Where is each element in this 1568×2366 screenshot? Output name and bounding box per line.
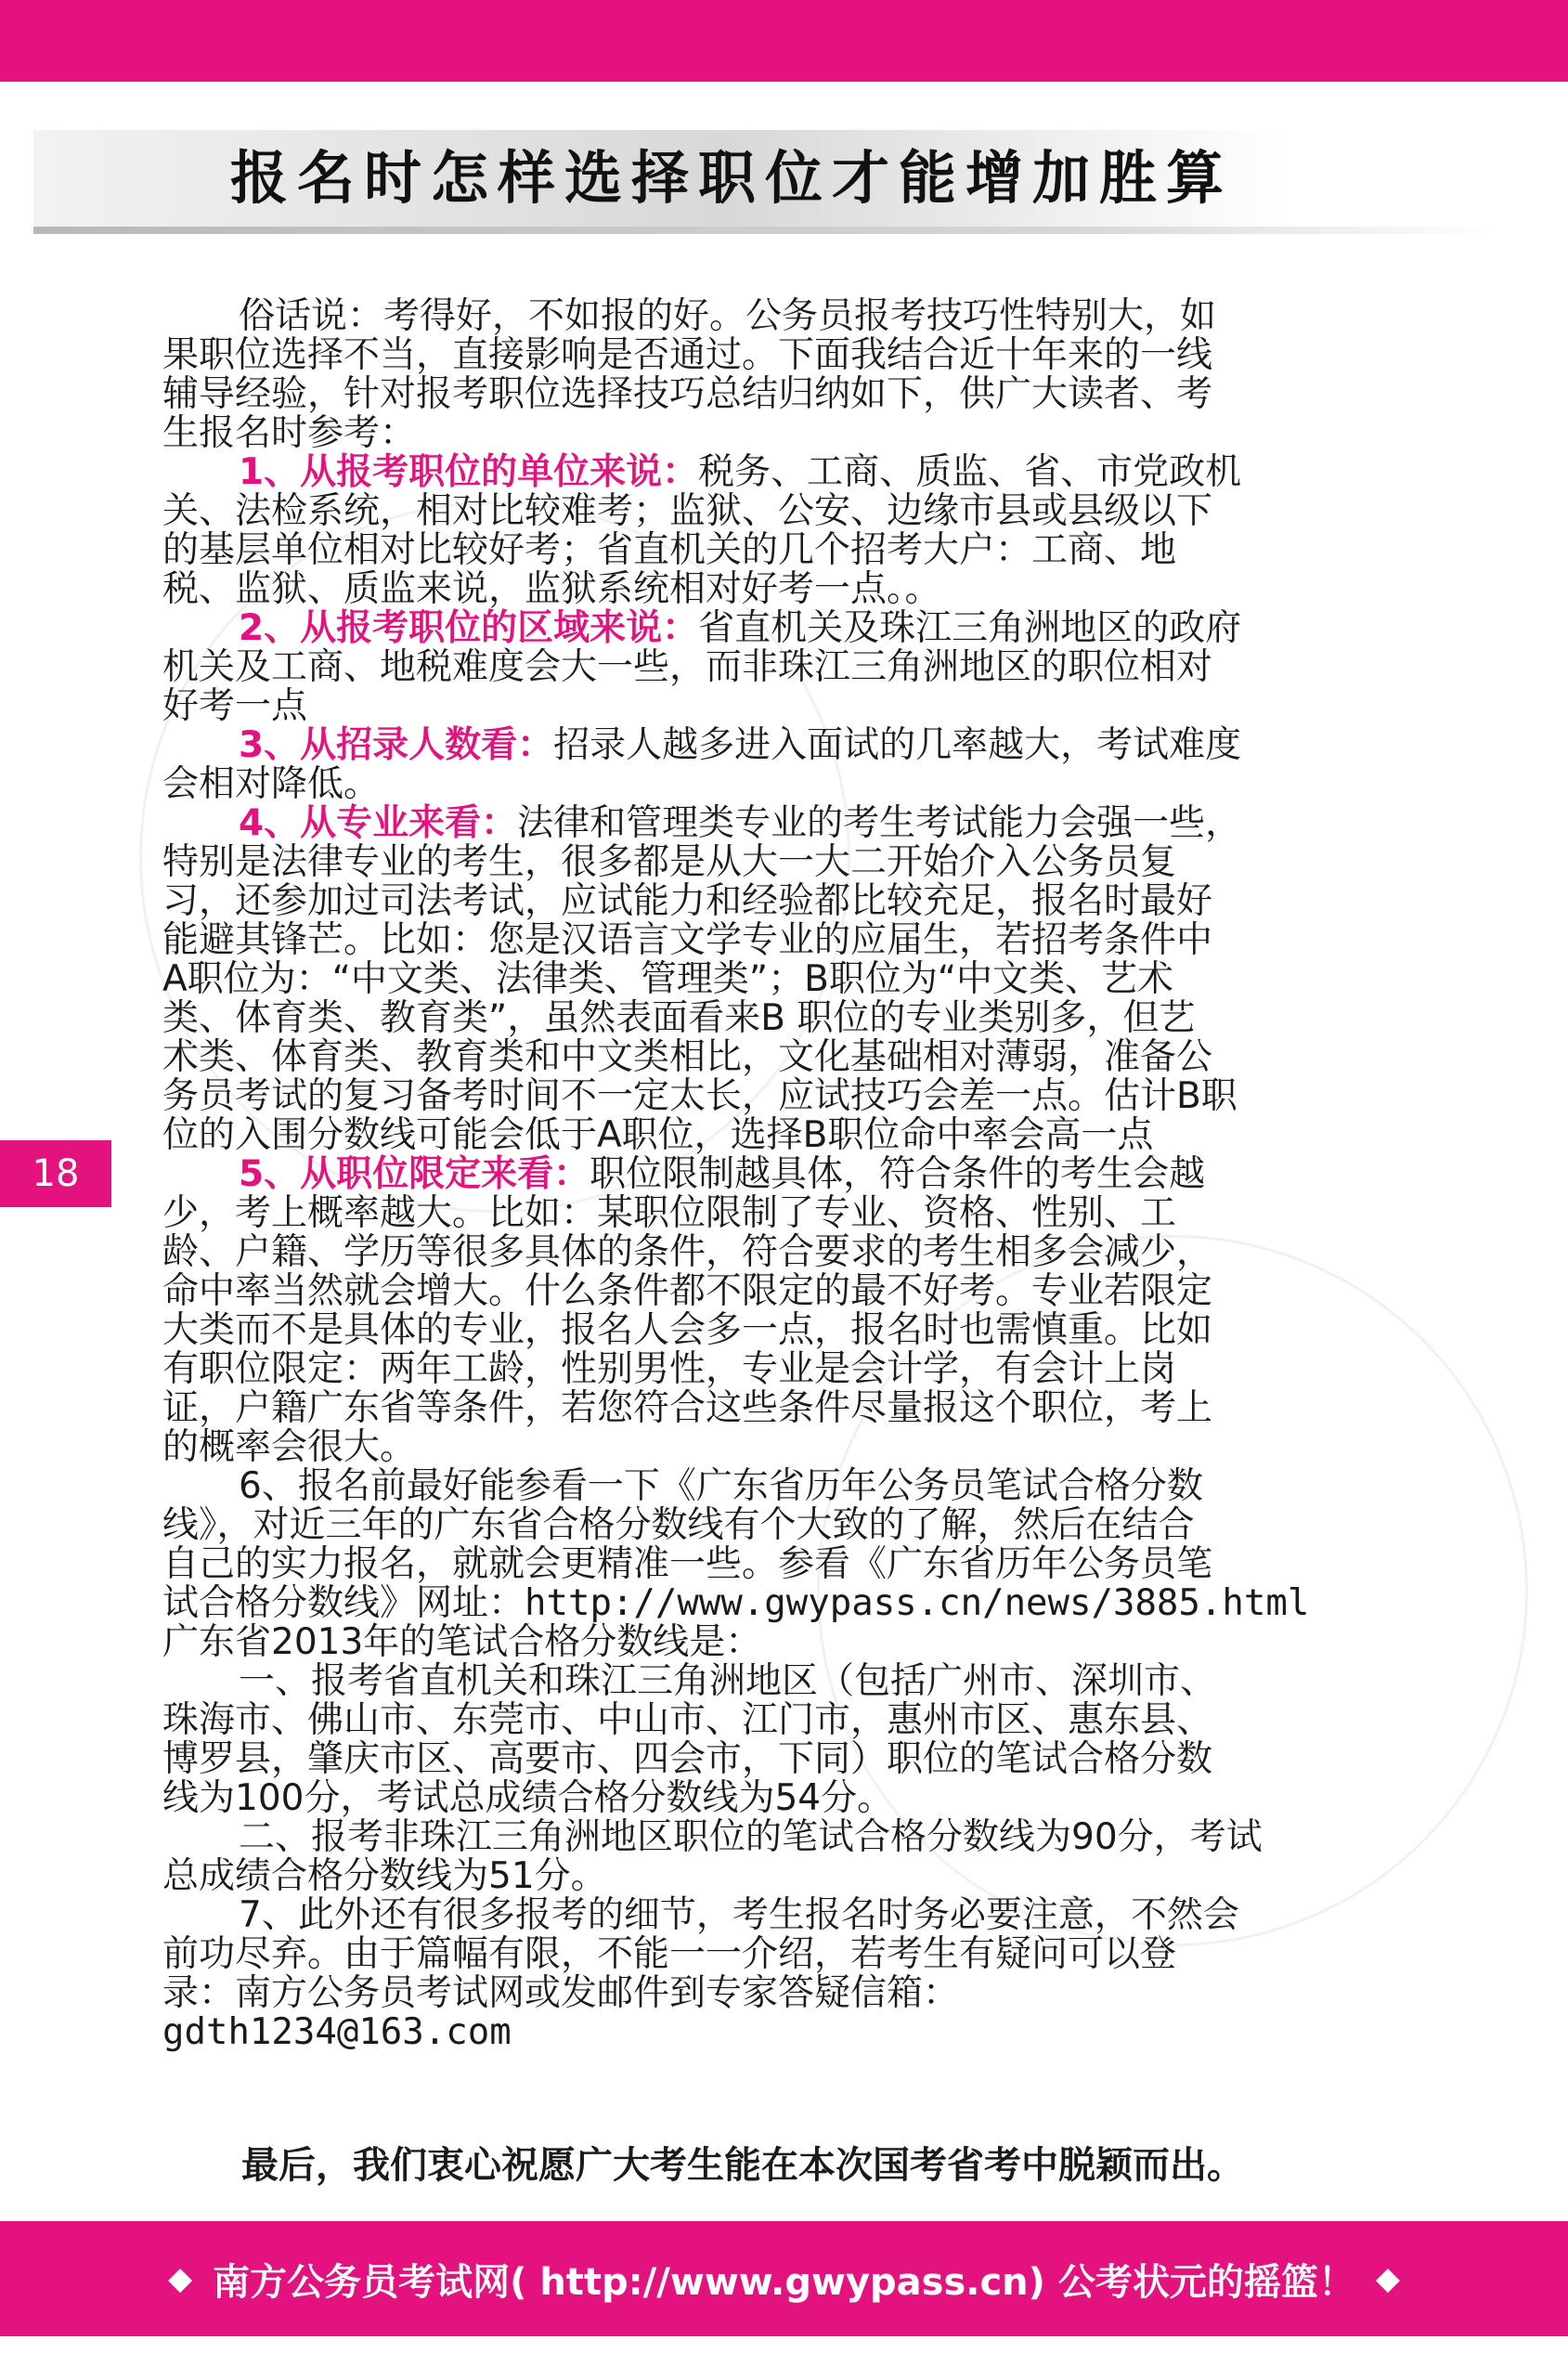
section-line: 自己的实力报名，就就会更精准一些。参看《广东省历年公务员笔 [162, 1543, 1213, 1585]
section-line: 龄、户籍、学历等很多具体的条件，符合要求的考生相多会减少， [162, 1231, 1213, 1273]
section-6-url-line [162, 1584, 1411, 1623]
section-text: 法律和管理类专业的考生考试能力会强一些， [517, 802, 1242, 844]
section-line: 命中率当然就会增大。什么条件都不限定的最不好考。专业若限定 [162, 1270, 1213, 1312]
section-7-line: 7、此外还有很多报考的细节，考生报名时务必要注意，不然会 [239, 1894, 1239, 1936]
section-text: 试合格分数线》网址： [162, 1582, 525, 1624]
closing-line: 最后，我们衷心祝愿广大考生能在本次国考省考中脱颖而出。 [241, 2144, 1244, 2187]
top-accent-bar [0, 0, 1568, 82]
section-line: 广东省2013年的笔试合格分数线是： [162, 1621, 762, 1663]
section-line: 前功尽弃。由于篇幅有限，不能一一介绍，若考生有疑问可以登 [162, 1933, 1177, 1975]
section-line: 大类而不是具体的专业，报名人会多一点，报名时也需慎重。比如 [162, 1309, 1213, 1351]
section-line: 位的入围分数线可能会低于A职位，选择B职位命中率会高一点 [162, 1114, 1154, 1156]
section-line: 税、监狱、质监来说，监狱系统相对好考一点。。 [162, 568, 941, 610]
page-title: 报名时怎样选择职位才能增加胜算 [230, 144, 1234, 212]
section-text: 税务、工商、质监、省、市党政机 [698, 451, 1242, 493]
title-underline [33, 227, 1500, 234]
section-line: 的概率会很大。 [162, 1426, 417, 1468]
section-heading: 1、从报考职位的单位来说： [239, 451, 699, 493]
intro-line: 生报名时参考： [162, 412, 417, 454]
section-line: 少，考上概率越大。比如：某职位限制了专业、资格、性别、工 [162, 1192, 1177, 1234]
score-line: 一、报考省直机关和珠江三角洲地区（包括广州市、深圳市、 [239, 1660, 1217, 1702]
section-heading: 3、从招录人数看： [239, 724, 554, 766]
section-line: 会相对降低。 [162, 763, 381, 805]
section-heading: 5、从职位限定来看： [239, 1153, 590, 1195]
section-line: 机关及工商、地税难度会大一些，而非珠江三角洲地区的职位相对 [162, 646, 1213, 688]
section-line: 务员考试的复习备考时间不一定太长，应试技巧会差一点。估计B职 [162, 1075, 1238, 1117]
section-6-line: 6、报名前最好能参看一下《广东省历年公务员笔试合格分数 [239, 1465, 1203, 1507]
footer-slogan: 南方公务员考试网( http://www.gwypass.cn) 公考状元的摇篮！ [213, 2260, 1355, 2304]
section-line: A职位为：“中文类、法律类、管理类”；B职位为“中文类、艺术 [162, 958, 1174, 1000]
diamond-icon: ◆ [167, 2260, 193, 2297]
section-line: 术类、体育类、教育类和中文类相比，文化基础相对薄弱，准备公 [162, 1036, 1213, 1078]
article-body [162, 297, 1411, 2052]
section-heading: 2、从报考职位的区域来说： [239, 607, 699, 649]
section-text: 省直机关及珠江三角洲地区的政府 [698, 607, 1242, 649]
contact-email[interactable]: gdth1234@163.com [162, 2011, 512, 2053]
section-line: 特别是法律专业的考生，很多都是从大一大二开始介入公务员复 [162, 841, 1177, 883]
diamond-icon: ◆ [1375, 2260, 1401, 2297]
section-5-first-line [162, 1155, 1411, 1194]
section-heading: 4、从专业来看： [239, 802, 518, 844]
reference-url[interactable]: http://www.gwypass.cn/news/3885.html [525, 1582, 1310, 1624]
score-line: 总成绩合格分数线为51分。 [162, 1855, 607, 1897]
section-line: 关、法检系统，相对比较难考；监狱、公安、边缘市县或县级以下 [162, 490, 1213, 532]
section-line: 证，户籍广东省等条件，若您符合这些条件尽量报这个职位，考上 [162, 1387, 1213, 1429]
intro-line: 辅导经验，针对报考职位选择技巧总结归纳如下，供广大读者、考 [162, 373, 1213, 415]
score-line: 博罗县，肇庆市区、高要市、四会市，下同）职位的笔试合格分数 [162, 1738, 1213, 1780]
section-text: 招录人越多进入面试的几率越大，考试难度 [553, 724, 1242, 766]
section-3-first-line [162, 726, 1411, 765]
score-line: 线为100分，考试总成绩合格分数线为54分。 [162, 1777, 894, 1819]
section-text: 职位限制越具体，符合条件的考生会越 [590, 1153, 1206, 1195]
section-line: 好考一点 [162, 685, 308, 727]
section-line: 录：南方公务员考试网或发邮件到专家答疑信箱： [162, 1972, 960, 2014]
section-line: 习，还参加过司法考试，应试能力和经验都比较充足，报名时最好 [162, 880, 1213, 922]
intro-line: 俗话说：考得好，不如报的好。公务员报考技巧性特别大，如 [239, 295, 1217, 337]
section-line: 有职位限定：两年工龄，性别男性，专业是会计学，有会计上岗 [162, 1348, 1177, 1390]
section-2-first-line [162, 609, 1411, 648]
section-line: 的基层单位相对比较好考；省直机关的几个招考大户：工商、地 [162, 529, 1177, 571]
section-line: 线》，对近三年的广东省合格分数线有个大致的了解，然后在结合 [162, 1504, 1195, 1546]
score-line: 珠海市、佛山市、东莞市、中山市、江门市，惠州市区、惠东县、 [162, 1699, 1213, 1741]
section-line: 能避其锋芒。比如：您是汉语言文学专业的应届生，若招考条件中 [162, 919, 1213, 961]
section-line: 类、体育类、教育类”，虽然表面看来B 职位的专业类别多，但艺 [162, 997, 1196, 1039]
score-line: 二、报考非珠江三角洲地区职位的笔试合格分数线为90分，考试 [239, 1816, 1263, 1858]
section-4-first-line [162, 804, 1411, 843]
footer-bar [0, 2221, 1568, 2336]
intro-line: 果职位选择不当，直接影响是否通过。下面我结合近十年来的一线 [162, 334, 1213, 376]
page-number: 18 [0, 1140, 111, 1207]
section-1-first-line [162, 453, 1411, 492]
